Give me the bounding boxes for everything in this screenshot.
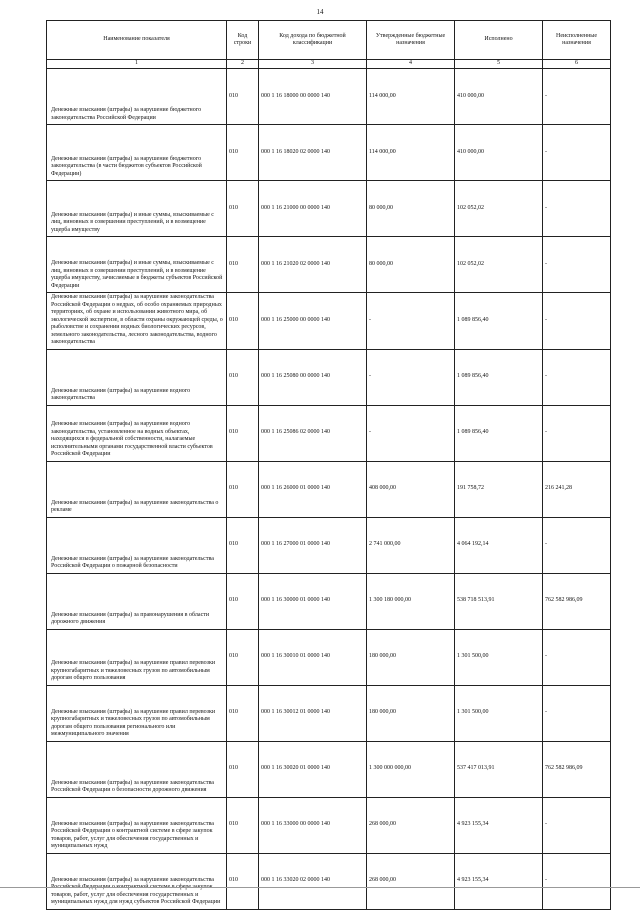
row-approved: 180 000,00: [367, 685, 455, 741]
page-bottom-rule: [0, 887, 640, 888]
header-approved: Утвержденные бюджетные назначения: [367, 21, 455, 60]
column-number: 1: [47, 60, 227, 69]
table-row: [47, 461, 611, 517]
row-approved: -: [367, 405, 455, 461]
row-executed: 102 052,02: [455, 237, 543, 293]
table-row: [47, 853, 611, 909]
row-unexecuted: 216 241,28: [543, 461, 611, 517]
header-name: Наименование показателя: [47, 21, 227, 60]
table-row: [47, 405, 611, 461]
row-line-code: 010: [227, 573, 259, 629]
row-executed: 191 758,72: [455, 461, 543, 517]
row-executed: 4 923 155,34: [455, 853, 543, 909]
column-number: 3: [259, 60, 367, 69]
header-unexecuted: Неисполненные назначения: [543, 21, 611, 60]
row-income-code: 000 1 16 26000 01 0000 140: [259, 461, 367, 517]
table-row: [47, 517, 611, 573]
table-row: [47, 629, 611, 685]
header-line-code: Код строки: [227, 21, 259, 60]
row-line-code: 010: [227, 237, 259, 293]
row-executed: 538 718 513,91: [455, 573, 543, 629]
row-executed: 1 089 856,40: [455, 405, 543, 461]
row-approved: 268 000,00: [367, 797, 455, 853]
row-income-code: 000 1 16 30012 01 0000 140: [259, 685, 367, 741]
header-income-code: Код дохода по бюджетной классификации: [259, 21, 367, 60]
table-row: [47, 573, 611, 629]
page-number: 14: [316, 8, 324, 16]
row-unexecuted: -: [543, 237, 611, 293]
header-executed: Исполнено: [455, 21, 543, 60]
row-approved: 268 000,00: [367, 853, 455, 909]
row-income-code: 000 1 16 25000 00 0000 140: [259, 293, 367, 350]
row-approved: 114 000,00: [367, 69, 455, 125]
row-name: Денежные взыскания (штрафы) за нарушение правил перевозки крупногабаритных и тяжеловесных грузов по автомобильным дорогам общего пользования: [47, 629, 227, 685]
row-unexecuted: 762 582 986,09: [543, 573, 611, 629]
row-line-code: 010: [227, 181, 259, 237]
row-unexecuted: -: [543, 181, 611, 237]
row-unexecuted: -: [543, 125, 611, 181]
row-income-code: 000 1 16 30000 01 0000 140: [259, 573, 367, 629]
row-name: Денежные взыскания (штрафы) за нарушение бюджетного законодательства Российской Федерации: [47, 69, 227, 125]
table-row: [47, 69, 611, 125]
row-line-code: 010: [227, 461, 259, 517]
column-number: 5: [455, 60, 543, 69]
row-name: Денежные взыскания (штрафы) за нарушение бюджетного законодательства (в части бюджетов субъектов Российской Федерации): [47, 125, 227, 181]
column-number: 4: [367, 60, 455, 69]
row-income-code: 000 1 16 21000 00 0000 140: [259, 181, 367, 237]
row-income-code: 000 1 16 21020 02 0000 140: [259, 237, 367, 293]
row-executed: 102 052,02: [455, 181, 543, 237]
row-executed: 4 064 192,14: [455, 517, 543, 573]
row-executed: 1 089 856,40: [455, 349, 543, 405]
row-approved: 1 300 000 000,00: [367, 741, 455, 797]
row-line-code: 010: [227, 629, 259, 685]
row-approved: 114 000,00: [367, 125, 455, 181]
row-name: Денежные взыскания (штрафы) и иные суммы, взыскиваемые с лиц, виновных в совершении преступлений, и в возмещение ущерба имуществу, зачисляемые в бюджеты субъектов Российской Федерации: [47, 237, 227, 293]
row-approved: 2 741 000,00: [367, 517, 455, 573]
row-income-code: 000 1 16 33020 02 0000 140: [259, 853, 367, 909]
row-line-code: 010: [227, 293, 259, 350]
row-line-code: 010: [227, 741, 259, 797]
row-name: Денежные взыскания (штрафы) за нарушение законодательства Российской Федерации о пожарной безопасности: [47, 517, 227, 573]
table-row: [47, 685, 611, 741]
row-approved: 180 000,00: [367, 629, 455, 685]
row-unexecuted: 762 582 986,09: [543, 741, 611, 797]
row-executed: 410 000,00: [455, 69, 543, 125]
column-number: 2: [227, 60, 259, 69]
row-name: Денежные взыскания (штрафы) за правонарушения в области дорожного движения: [47, 573, 227, 629]
row-unexecuted: -: [543, 797, 611, 853]
row-income-code: 000 1 16 25086 02 0000 140: [259, 405, 367, 461]
header-row: [47, 21, 611, 60]
table-row: [47, 293, 611, 350]
row-name: Денежные взыскания (штрафы) за нарушение правил перевозки крупногабаритных и тяжеловесных грузов по автомобильным дорогам общего пользования регионального или межмуниципального значения: [47, 685, 227, 741]
row-income-code: 000 1 16 33000 00 0000 140: [259, 797, 367, 853]
table-row: [47, 181, 611, 237]
row-name: Денежные взыскания (штрафы) за нарушение законодательства Российской Федерации о контрактной системе в сфере закупок товаров, работ, услуг для обеспечения государственных и муниципальных нужд: [47, 797, 227, 853]
row-executed: 1 301 500,00: [455, 685, 543, 741]
row-approved: 80 000,00: [367, 237, 455, 293]
row-approved: 1 300 180 000,00: [367, 573, 455, 629]
row-name: Денежные взыскания (штрафы) за нарушение законодательства о рекламе: [47, 461, 227, 517]
column-number: 6: [543, 60, 611, 69]
column-number-row: [47, 60, 611, 69]
row-executed: 410 000,00: [455, 125, 543, 181]
row-unexecuted: -: [543, 629, 611, 685]
row-line-code: 010: [227, 125, 259, 181]
row-line-code: 010: [227, 349, 259, 405]
row-line-code: 010: [227, 685, 259, 741]
row-unexecuted: -: [543, 405, 611, 461]
row-line-code: 010: [227, 517, 259, 573]
table-row: [47, 797, 611, 853]
table-row: [47, 237, 611, 293]
row-name: Денежные взыскания (штрафы) и иные суммы, взыскиваемые с лиц, виновных в совершении преступлений, и в возмещение ущерба имуществу: [47, 181, 227, 237]
row-name: Денежные взыскания (штрафы) за нарушение водного законодательства, установленное на водных объектах, находящихся в федеральной собственности, налагаемые исполнительными органами государственной власти субъектов Российской Федерации: [47, 405, 227, 461]
row-unexecuted: -: [543, 685, 611, 741]
row-unexecuted: -: [543, 349, 611, 405]
budget-report-table: [46, 20, 611, 910]
row-income-code: 000 1 16 18020 02 0000 140: [259, 125, 367, 181]
row-income-code: 000 1 16 27000 01 0000 140: [259, 517, 367, 573]
row-income-code: 000 1 16 18000 00 0000 140: [259, 69, 367, 125]
row-executed: 1 089 856,40: [455, 293, 543, 350]
row-unexecuted: -: [543, 69, 611, 125]
row-line-code: 010: [227, 853, 259, 909]
row-approved: 408 000,00: [367, 461, 455, 517]
row-income-code: 000 1 16 30010 01 0000 140: [259, 629, 367, 685]
row-name: Денежные взыскания (штрафы) за нарушение законодательства Российской Федерации о безопасности дорожного движения: [47, 741, 227, 797]
row-line-code: 010: [227, 405, 259, 461]
row-approved: -: [367, 293, 455, 350]
row-income-code: 000 1 16 30020 01 0000 140: [259, 741, 367, 797]
row-unexecuted: -: [543, 853, 611, 909]
table-row: [47, 349, 611, 405]
row-line-code: 010: [227, 69, 259, 125]
row-unexecuted: -: [543, 517, 611, 573]
table-row: [47, 741, 611, 797]
row-executed: 537 417 013,91: [455, 741, 543, 797]
row-line-code: 010: [227, 797, 259, 853]
row-unexecuted: -: [543, 293, 611, 350]
row-approved: 80 000,00: [367, 181, 455, 237]
row-name: Денежные взыскания (штрафы) за нарушение законодательства Российской Федерации о недрах, об особо охраняемых природных территориях, об охране и использовании животного мира, об экологической экспертизе, в области охраны окружающей среды, о рыболовстве и сохранении водных биологических ресурсов, земельного законодательства, лесного законодательства, водного законодательства: [47, 293, 227, 350]
row-income-code: 000 1 16 25080 00 0000 140: [259, 349, 367, 405]
row-name: Денежные взыскания (штрафы) за нарушение законодательства товаров, работ, услуг для обеспечения государственных и муниципальных нужд для нужд субъектов Российской Федерации: [47, 853, 227, 909]
row-executed: 1 301 500,00: [455, 629, 543, 685]
row-approved: -: [367, 349, 455, 405]
row-name: Денежные взыскания (штрафы) за нарушение водного законодательства: [47, 349, 227, 405]
row-executed: 4 923 155,34: [455, 797, 543, 853]
table-row: [47, 125, 611, 181]
